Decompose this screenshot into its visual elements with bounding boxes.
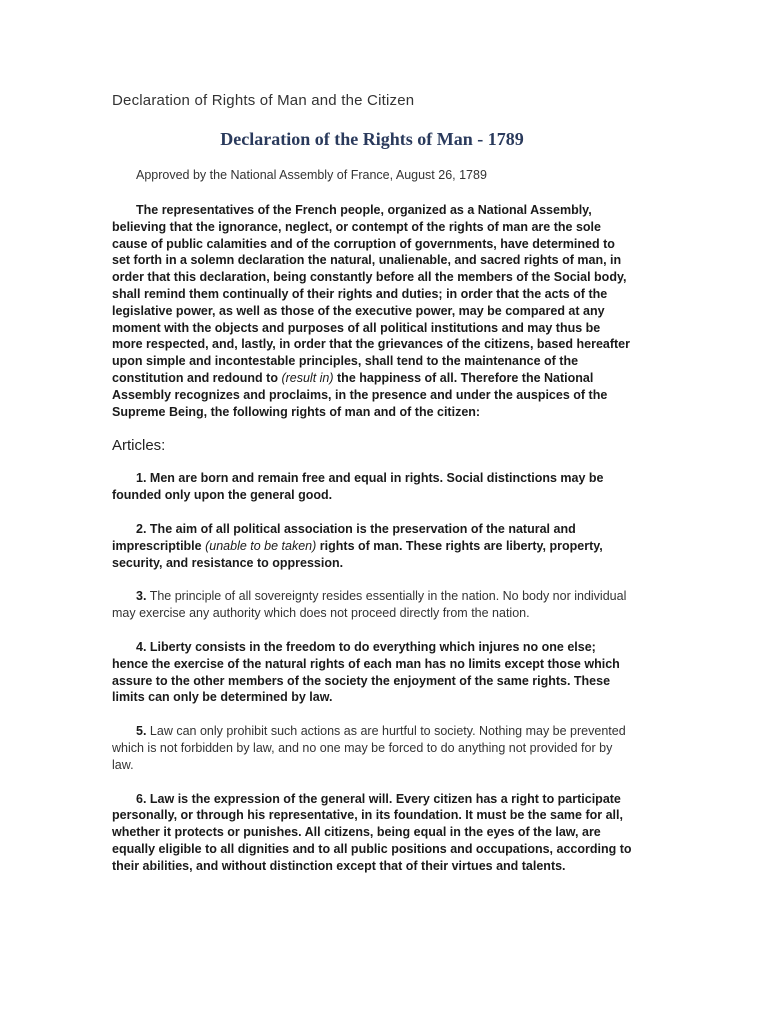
document-header: Declaration of Rights of Man and the Citizen <box>112 92 415 109</box>
article-4 <box>112 639 632 706</box>
article-text-before: The aim of all political association is the preservation of the natural and imprescriptible <box>112 521 576 553</box>
article-number: 4. <box>136 639 147 654</box>
articles-heading: Articles: <box>112 437 166 455</box>
document-title: Declaration of the Rights of Man - 1789 <box>220 129 524 149</box>
preamble-text-part1: The representatives of the French people, organized as a National Assembly, believing that the ignorance, neglect, or contempt of the rights of man are the sole cause of public calamities and of the corruption of governments, have determined to set forth in a solemn declaration the natural, unalienable, and sacred rights of man, in order that this declaration, being constantly before all the members of the Social body, shall remind them continually of their rights and duties; in order that the acts of the legislative power, as well as those of the executive power, may be compared at any moment with the objects and purposes of all political institutions and may thus be more respected, and, lastly, in order that the grievances of the citizens, based hereafter upon simple and incontestable principles, shall tend to the maintenance of the constitution and redound to <box>112 203 630 385</box>
preamble-text-part2: the happiness of all. Therefore the National Assembly recognizes and proclaims, in the presence and under the auspices of the Supreme Being, the following rights of man and of the citizen: <box>112 370 608 419</box>
article-number: 2. <box>136 521 147 536</box>
article-text: Liberty consists in the freedom to do everything which injures no one else; hence the exercise of the natural rights of each man has no limits except those which assure to the other members of the society the enjoyment of the same rights. These limits can only be determined by law. <box>112 639 620 705</box>
article-1 <box>112 470 632 504</box>
approval-line: Approved by the National Assembly of France, August 26, 1789 <box>136 168 487 182</box>
article-2 <box>112 521 632 571</box>
article-text: Men are born and remain free and equal in rights. Social distinctions may be founded only upon the general good. <box>112 471 604 503</box>
preamble-gloss: (result in) <box>281 370 334 385</box>
document-page <box>112 92 632 892</box>
article-text: Law is the expression of the general will. Every citizen has a right to participate personally, or through his representative, in its foundation. It must be the same for all, whether it protects or punishes. All citizens, being equal in the eyes of the law, are equally eligible to all dignities and to all public positions and occupations, according to their abilities, and without distinction except that of their virtues and talents. <box>112 791 632 873</box>
article-number: 6. <box>136 791 147 806</box>
preamble-paragraph <box>112 202 632 420</box>
article-text: Law can only prohibit such actions as are hurtful to society. Nothing may be prevented which is not forbidden by law, and no one may be forced to do anything not provided for by law. <box>112 724 626 772</box>
article-text-after: rights of man. These rights are liberty, property, security, and resistance to oppression. <box>112 538 603 570</box>
article-number: 5. <box>136 724 147 739</box>
article-5 <box>112 723 632 773</box>
article-gloss: (unable to be taken) <box>205 538 317 553</box>
article-text: The principle of all sovereignty resides essentially in the nation. No body nor individual may exercise any authority which does not proceed directly from the nation. <box>112 589 627 621</box>
article-3 <box>112 588 632 622</box>
article-6 <box>112 791 632 875</box>
article-number: 3. <box>136 589 147 604</box>
article-number: 1. <box>136 471 147 486</box>
